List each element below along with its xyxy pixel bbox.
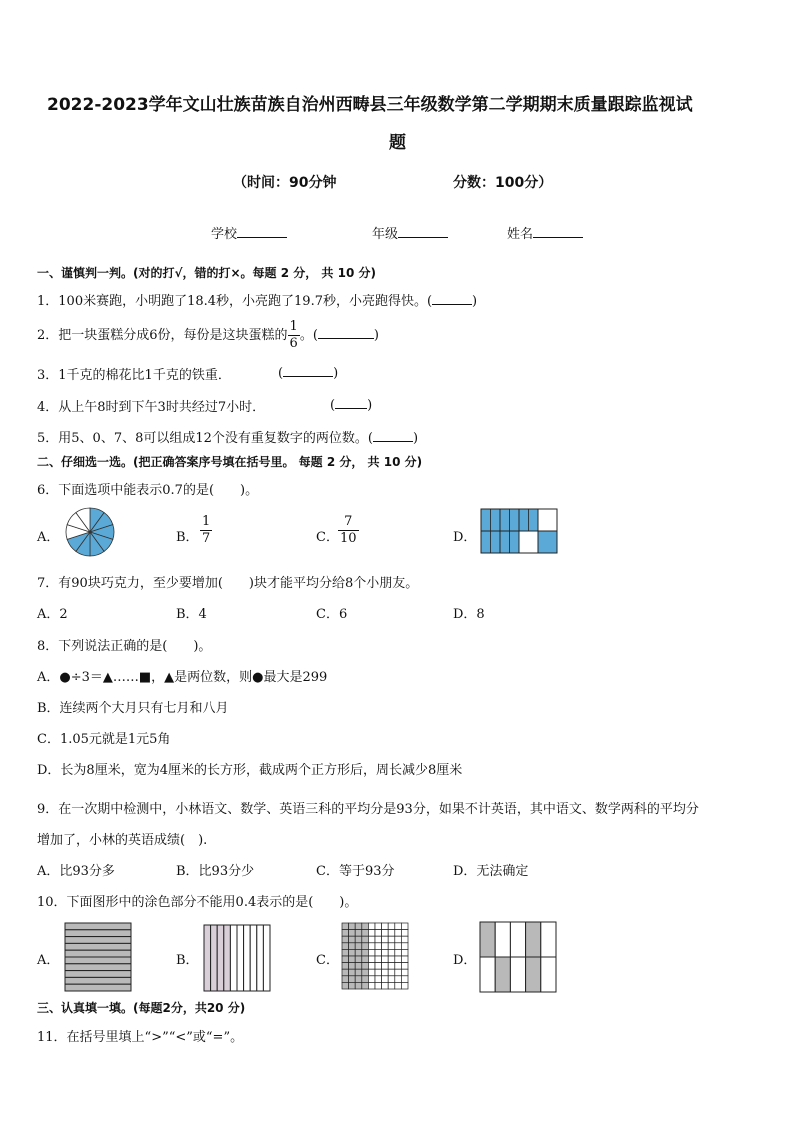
grid-square	[368, 930, 375, 937]
grid-square	[375, 943, 382, 950]
page-title-continued: 题	[389, 133, 406, 153]
stripe-row	[65, 971, 131, 978]
grid-square	[362, 936, 369, 943]
grid-square	[375, 930, 382, 937]
question-1-text: 1．100米赛跑，小明跑了18.4秒，小亮跑了19.7秒，小亮跑得快。(	[37, 294, 433, 309]
question-2-after: 。(	[299, 328, 318, 343]
grid-square	[362, 956, 369, 963]
grid-square	[388, 976, 395, 983]
grid-square	[355, 943, 362, 950]
grid-square	[342, 923, 349, 930]
grid-square	[382, 949, 389, 956]
grid-square	[388, 930, 395, 937]
q8-option-a: A．●÷3＝▲……■，▲是两位数，则●最大是299	[37, 670, 328, 685]
answer-blank-5[interactable]	[373, 429, 413, 442]
grid-square	[388, 923, 395, 930]
grid-square	[342, 963, 349, 970]
question-5	[37, 427, 418, 446]
answer-blank-4[interactable]	[335, 396, 367, 409]
question-1-close: )	[472, 294, 478, 309]
grid-square	[362, 963, 369, 970]
q7-option-c: C．6	[316, 607, 348, 622]
q6-pie-diagram	[64, 506, 116, 558]
grid-square	[388, 943, 395, 950]
grid-square	[349, 949, 356, 956]
q10-option-b-diagram	[203, 924, 271, 992]
q10-option-b-label: B．	[176, 953, 199, 968]
grid-square	[395, 976, 402, 983]
question-9-line2: 增加了，小林的英语成绩( ).	[37, 833, 208, 848]
q6-grid-diagram	[481, 509, 557, 553]
grid-cell	[538, 531, 557, 553]
exam-score: 分数：100分）	[453, 175, 553, 191]
question-2	[37, 319, 379, 352]
grid-square	[342, 976, 349, 983]
question-6: 6．下面选项中能表示0.7的是( )。	[37, 483, 259, 498]
grid-square	[355, 963, 362, 970]
question-3-answer: ( )	[278, 366, 339, 381]
grid-square	[388, 982, 395, 989]
grid-square	[388, 969, 395, 976]
grid-square	[368, 943, 375, 950]
question-3-text: 3．1千克的棉花比1千克的铁重．	[37, 368, 231, 383]
grid-square	[342, 936, 349, 943]
grid-square	[368, 956, 375, 963]
grid-square	[388, 956, 395, 963]
stripe-row	[65, 923, 131, 930]
q10-option-d-diagram	[479, 921, 557, 993]
school-field	[211, 223, 287, 242]
grid-square	[349, 943, 356, 950]
grid-square	[368, 982, 375, 989]
grid-square	[355, 982, 362, 989]
grid-square	[395, 982, 402, 989]
q6-option-c-label: C．	[316, 530, 339, 545]
stripe-col	[204, 925, 211, 991]
grid-square	[362, 976, 369, 983]
question-5-close: )	[412, 431, 419, 446]
q8-option-b: B．连续两个大月只有七月和八月	[37, 701, 229, 716]
grid-square	[349, 976, 356, 983]
grid-square	[349, 963, 356, 970]
grid-square	[362, 969, 369, 976]
grid-square	[388, 936, 395, 943]
q9-option-a: A．比93分多	[37, 864, 115, 879]
question-7: 7．有90块巧克力，至少要增加( )块才能平均分给8个小朋友。	[37, 576, 419, 591]
grid-square	[388, 963, 395, 970]
grid-square	[349, 923, 356, 930]
stripe-col	[257, 925, 264, 991]
grade-blank[interactable]	[398, 225, 448, 238]
grid-square	[349, 956, 356, 963]
stripe-col	[244, 925, 251, 991]
grid-square	[382, 923, 389, 930]
grid-square	[395, 956, 402, 963]
grid-square	[382, 976, 389, 983]
grid-square	[401, 976, 408, 983]
grid-square	[401, 923, 408, 930]
stripe-row	[65, 957, 131, 964]
grid-cell	[519, 531, 538, 553]
grade-label: 年级	[372, 227, 399, 242]
grid-square	[401, 930, 408, 937]
grid-square	[401, 963, 408, 970]
q10-option-c-diagram	[341, 922, 409, 990]
grid-square	[375, 969, 382, 976]
grid-square	[355, 936, 362, 943]
name-label: 姓名	[507, 227, 534, 242]
school-blank[interactable]	[237, 225, 287, 238]
grid-square	[395, 943, 402, 950]
q9-option-d: D．无法确定	[453, 864, 529, 879]
grid-square	[368, 949, 375, 956]
grid-square	[395, 969, 402, 976]
stripe-row	[65, 950, 131, 957]
grid-square	[382, 930, 389, 937]
grid-square	[368, 976, 375, 983]
grid-square	[375, 936, 382, 943]
grid-square	[382, 936, 389, 943]
question-11: 11．在括号里填上“>”“<”或“=”。	[37, 1030, 244, 1045]
grid-square	[401, 949, 408, 956]
grid-cell	[526, 922, 541, 957]
grid-square	[375, 949, 382, 956]
grid-square	[388, 949, 395, 956]
grid-cell	[510, 957, 525, 992]
grid-cell	[480, 922, 495, 957]
stripe-row	[65, 937, 131, 944]
grid-square	[342, 969, 349, 976]
grid-square	[362, 949, 369, 956]
answer-blank-1[interactable]	[432, 292, 472, 305]
q10-option-d-label: D．	[453, 953, 477, 968]
grid-square	[368, 963, 375, 970]
question-9-line1: 9．在一次期中检测中，小林语文、数学、英语三科的平均分是93分，如果不计英语，其中语文、数学两科的平均分	[37, 802, 699, 817]
exam-time: （时间：90分钟	[233, 175, 337, 191]
grid-square	[368, 923, 375, 930]
question-5-text: 5．用5、0、7、8可以组成12个没有重复数字的两位数。(	[37, 431, 373, 446]
grid-square	[375, 923, 382, 930]
grid-square	[395, 963, 402, 970]
grid-square	[355, 956, 362, 963]
question-10: 10．下面图形中的涂色部分不能用0.4表示的是( )。	[37, 895, 358, 910]
grid-square	[382, 982, 389, 989]
question-3	[37, 364, 231, 383]
grid-cell	[541, 957, 556, 992]
stripe-row	[65, 964, 131, 971]
question-4-text: 4．从上午8时到下午3时共经过7小时．	[37, 400, 266, 415]
grid-square	[375, 982, 382, 989]
grade-field	[372, 223, 448, 242]
grid-square	[342, 943, 349, 950]
grid-square	[368, 969, 375, 976]
grid-square	[362, 943, 369, 950]
q9-option-c: C．等于93分	[316, 864, 395, 879]
grid-square	[401, 943, 408, 950]
stripe-row	[65, 943, 131, 950]
grid-square	[401, 936, 408, 943]
stripe-row	[65, 977, 131, 984]
stripe-col	[217, 925, 224, 991]
section1-heading: 一、谨慎判一判。(对的打√，错的打×。每题 2 分， 共 10 分)	[37, 266, 376, 280]
q7-option-a: A．2	[37, 607, 68, 622]
stripe-row	[65, 984, 131, 991]
grid-cell	[495, 957, 510, 992]
q7-option-b: B．4	[176, 607, 207, 622]
grid-square	[382, 969, 389, 976]
stripe-row	[65, 930, 131, 937]
grid-square	[382, 943, 389, 950]
q6-option-b-fraction: $\frac{1}{7}$	[202, 514, 211, 546]
grid-square	[375, 976, 382, 983]
grid-square	[362, 923, 369, 930]
grid-square	[395, 930, 402, 937]
grid-square	[401, 956, 408, 963]
fraction-1-6: $\frac{1}{6}$	[289, 319, 298, 351]
grid-square	[382, 963, 389, 970]
q6-option-d-label: D．	[453, 530, 477, 545]
name-field	[507, 223, 583, 242]
question-1	[37, 290, 477, 309]
grid-square	[342, 956, 349, 963]
grid-square	[355, 930, 362, 937]
page-title: 2022-2023学年文山壮族苗族自治州西畴县三年级数学第二学期期末质量跟踪监视试	[47, 95, 693, 115]
question-8: 8．下列说法正确的是( )。	[37, 639, 212, 654]
q8-option-c: C．1.05元就是1元5角	[37, 732, 171, 747]
grid-cell	[510, 922, 525, 957]
grid-square	[368, 936, 375, 943]
q10-option-c-label: C．	[316, 953, 339, 968]
grid-square	[349, 982, 356, 989]
q6-option-a-label: A．	[37, 530, 60, 545]
question-4	[37, 396, 265, 415]
name-blank[interactable]	[533, 225, 583, 238]
q9-option-b: B．比93分少	[176, 864, 255, 879]
section2-heading: 二、仔细选一选。(把正确答案序号填在括号里。 每题 2 分， 共 10 分)	[37, 455, 423, 469]
grid-square	[355, 923, 362, 930]
grid-square	[382, 956, 389, 963]
grid-square	[401, 982, 408, 989]
grid-square	[355, 976, 362, 983]
stripe-col	[211, 925, 218, 991]
grid-square	[362, 930, 369, 937]
grid-square	[349, 930, 356, 937]
grid-cell	[538, 509, 557, 531]
q10-option-a-diagram	[64, 922, 132, 992]
grid-square	[375, 963, 382, 970]
grid-square	[362, 982, 369, 989]
grid-cell	[480, 957, 495, 992]
question-2-close: )	[373, 328, 379, 343]
grid-square	[355, 949, 362, 956]
grid-square	[395, 949, 402, 956]
grid-square	[401, 969, 408, 976]
grid-square	[395, 923, 402, 930]
section3-heading: 三、认真填一填。(每题2分，共20 分)	[37, 1001, 246, 1015]
grid-cell	[526, 957, 541, 992]
grid-square	[342, 982, 349, 989]
q7-option-d: D．8	[453, 607, 485, 622]
question-4-answer: ( )	[330, 398, 373, 413]
q10-option-a-label: A．	[37, 953, 60, 968]
grid-cell	[495, 922, 510, 957]
q8-option-d: D．长为8厘米，宽为4厘米的长方形，截成两个正方形后，周长减少8厘米	[37, 763, 463, 778]
question-2-text: 2．把一块蛋糕分成6份，每份是这块蛋糕的	[37, 328, 288, 343]
grid-square	[395, 936, 402, 943]
stripe-col	[237, 925, 244, 991]
stripe-col	[250, 925, 257, 991]
grid-cell	[541, 922, 556, 957]
stripe-col	[230, 925, 237, 991]
answer-blank-2[interactable]	[318, 326, 374, 339]
q6-option-c-fraction: $\frac{7}{10}$	[340, 514, 357, 546]
q6-option-b-label: B．	[176, 530, 199, 545]
grid-square	[349, 936, 356, 943]
grid-square	[355, 969, 362, 976]
grid-square	[342, 949, 349, 956]
grid-square	[349, 969, 356, 976]
grid-square	[342, 930, 349, 937]
school-label: 学校	[211, 227, 238, 242]
stripe-col	[263, 925, 270, 991]
stripe-col	[224, 925, 231, 991]
grid-square	[375, 956, 382, 963]
answer-blank-3[interactable]	[283, 364, 333, 377]
